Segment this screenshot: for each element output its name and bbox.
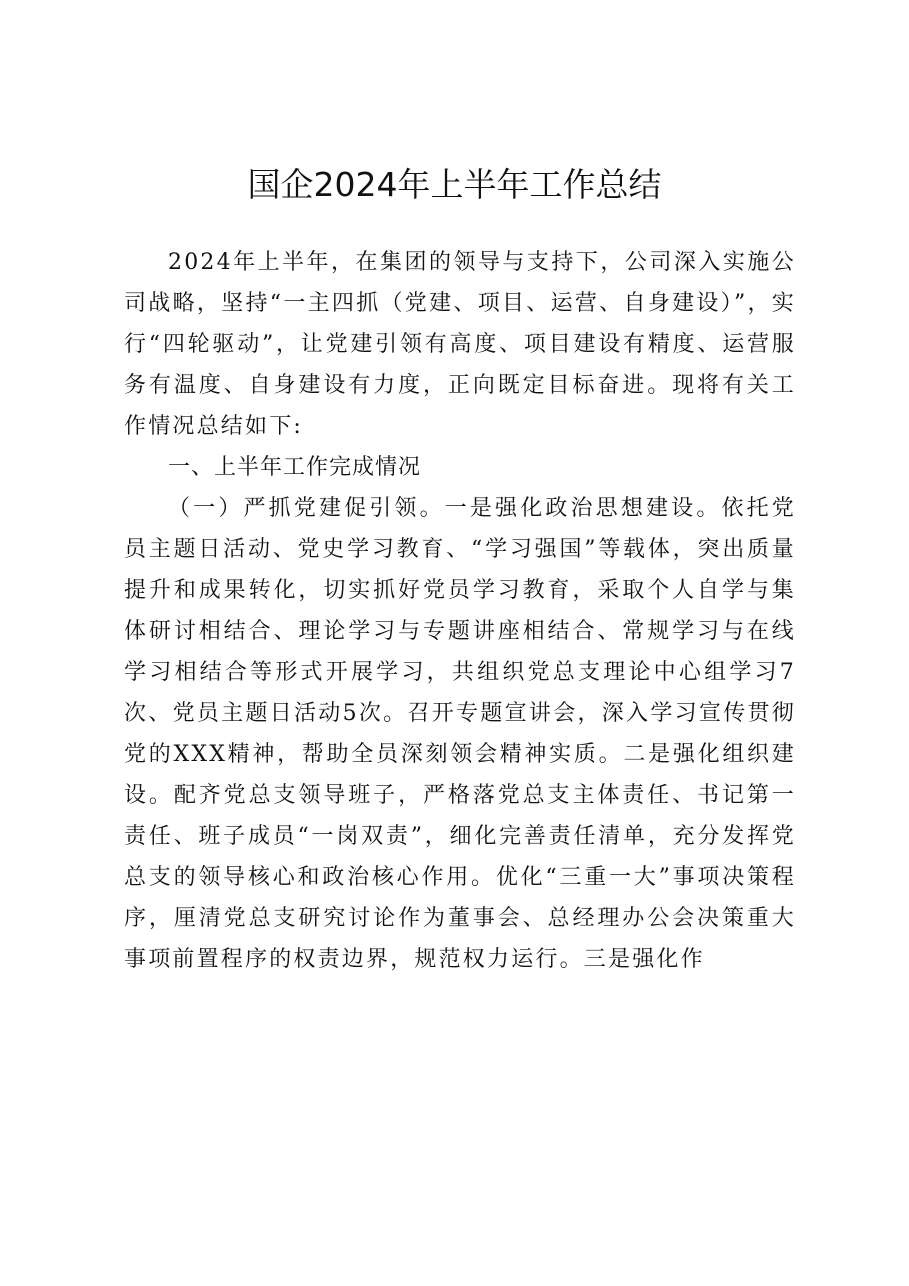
- intro-paragraph: 2024年上半年，在集团的领导与支持下，公司深入实施公司战略，坚持“一主四抓（党建、项目、运营、自身建设）”，实行“四轮驱动”，让党建引领有高度、项目建设有精度、运营服务有温度、自身建设有力度，正向既定目标奋进。现将有关工作情况总结如下:: [124, 250, 796, 439]
- section-paragraph: （一）严抓党建促引领。一是强化政治思想建设。依托党员主题日活动、党史学习教育、“学习强国”等载体，突出质量提升和成果转化，切实抓好党员学习教育，采取个人自学与集体研讨相结合、理论学习与专题讲座相结合、常规学习与在线学习相结合等形式开展学习，共组织党总支理论中心组学习7次、党员主题日活动5次。召开专题宣讲会，深入学习宣传贯彻党的XXX精神，帮助全员深刻领会精神实质。二是强化组织建设。配齐党总支领导班子，严格落党总支主体责任、书记第一责任、班子成员“一岗双责”，细化完善责任清单，充分发挥党总支的领导核心和政治核心作用。优化“三重一大”事项决策程序，厘清党总支研究讨论作为董事会、总经理办公会决策重大事项前置程序的权责边界，规范权力运行。三是强化作: [124, 496, 796, 972]
- section-heading: 一、上半年工作完成情况: [168, 455, 422, 480]
- document-body: [124, 242, 796, 980]
- document-title: 国企2024年上半年工作总结: [247, 165, 662, 204]
